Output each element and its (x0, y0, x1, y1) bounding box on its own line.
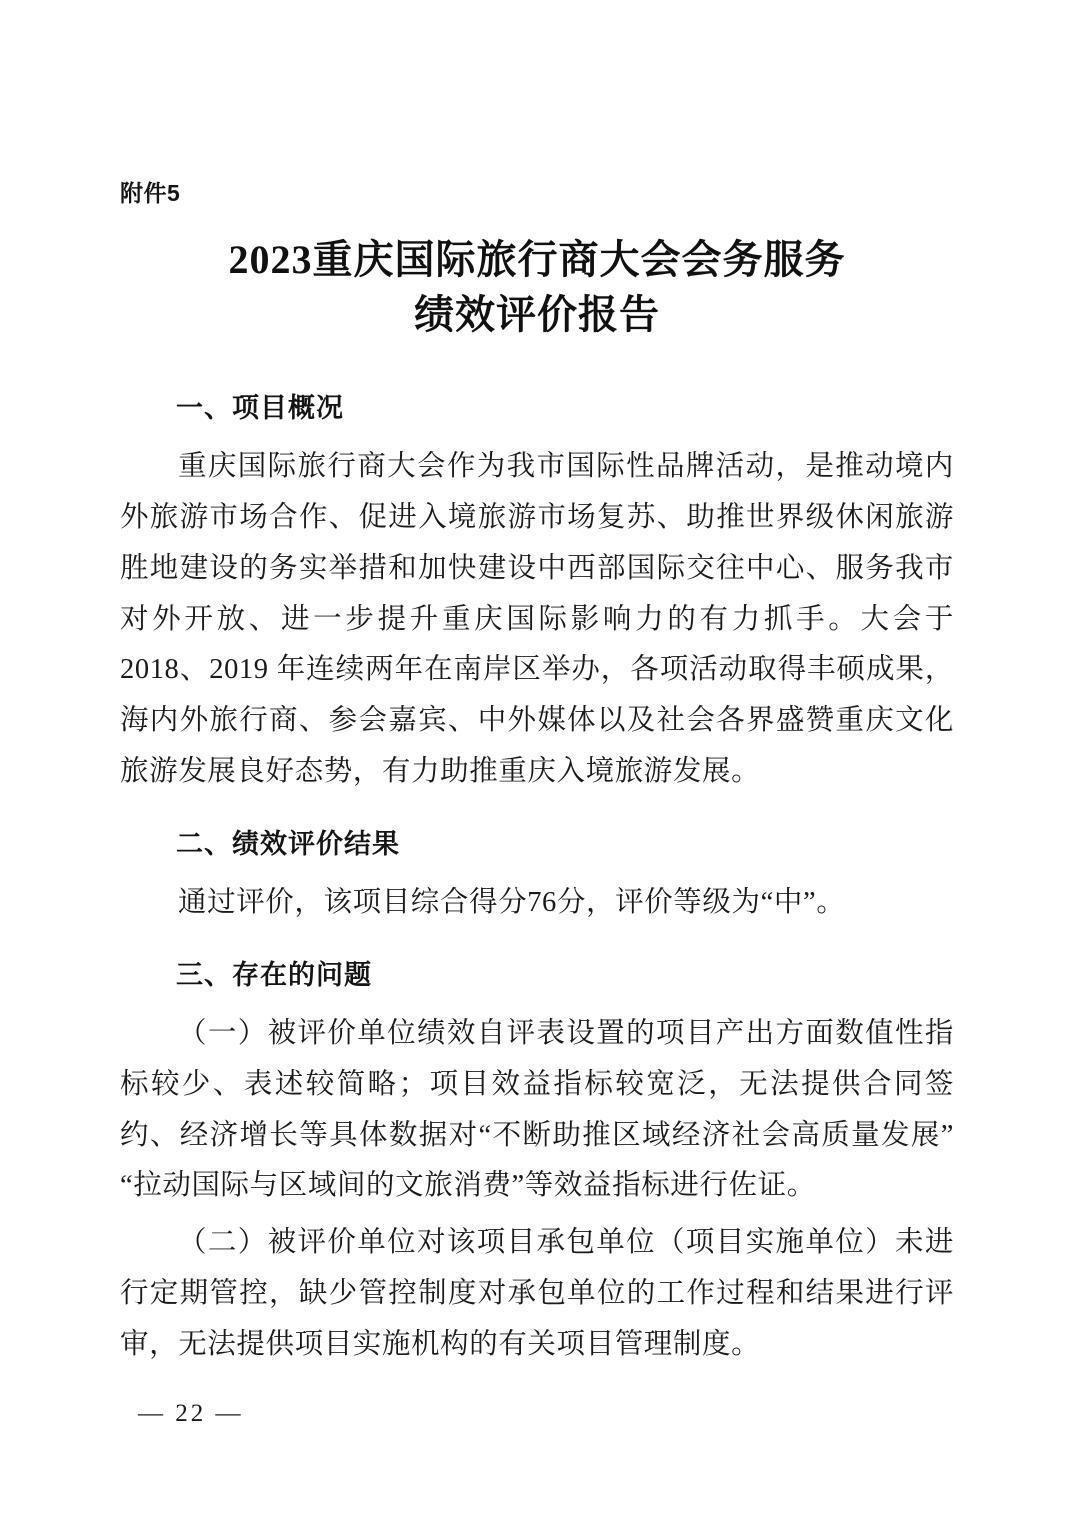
section-heading-results: 二、绩效评价结果 (176, 828, 400, 859)
page-number: — 22 — (138, 1400, 244, 1427)
page-title-line-2: 绩效评价报告 (414, 291, 660, 337)
section-paragraph-problems-2: （二）被评价单位对该项目承包单位（项目实施单位）未进行定期管控，缺少管控制度对承包单位的工作过程和结果进行评审，无法提供项目实施机构的有关项目管理制度。 (120, 1227, 954, 1360)
page-title (120, 232, 954, 342)
section-heading-problems: 三、存在的问题 (176, 959, 372, 990)
section-paragraph-overview-1: 重庆国际旅行商大会作为我市国际性品牌活动，是推动境内外旅游市场合作、促进入境旅游市场复苏、助推世界级休闲旅游胜地建设的务实举措和加快建设中西部国际交往中心、服务我市对外开放、进一步提升重庆国际影响力的有力抓手。大会于2018、2019 年连续两年在南岸区举办，各项活动取得丰硕成果，海内外旅行商、参会嘉宾、中外媒体以及社会各界盛赞重庆文化旅游发展良好态势，有力助推重庆入境旅游发展。 (120, 451, 954, 787)
section-paragraph-results-1: 通过评价，该项目综合得分76分，评价等级为“中”。 (178, 887, 846, 918)
section-heading-overview: 一、项目概况 (176, 392, 344, 423)
section-paragraph-problems-1: （一）被评价单位绩效自评表设置的项目产出方面数值性指标较少、表述较简略；项目效益指标较宽泛，无法提供合同签约、经济增长等具体数据对“不断助推区域经济社会高质量发展”“拉动国际与区域间的文旅消费”等效益指标进行佐证。 (120, 1018, 954, 1202)
attachment-label: 附件5 (120, 180, 181, 206)
page-title-line-1: 2023重庆国际旅行商大会会务服务 (228, 236, 846, 282)
